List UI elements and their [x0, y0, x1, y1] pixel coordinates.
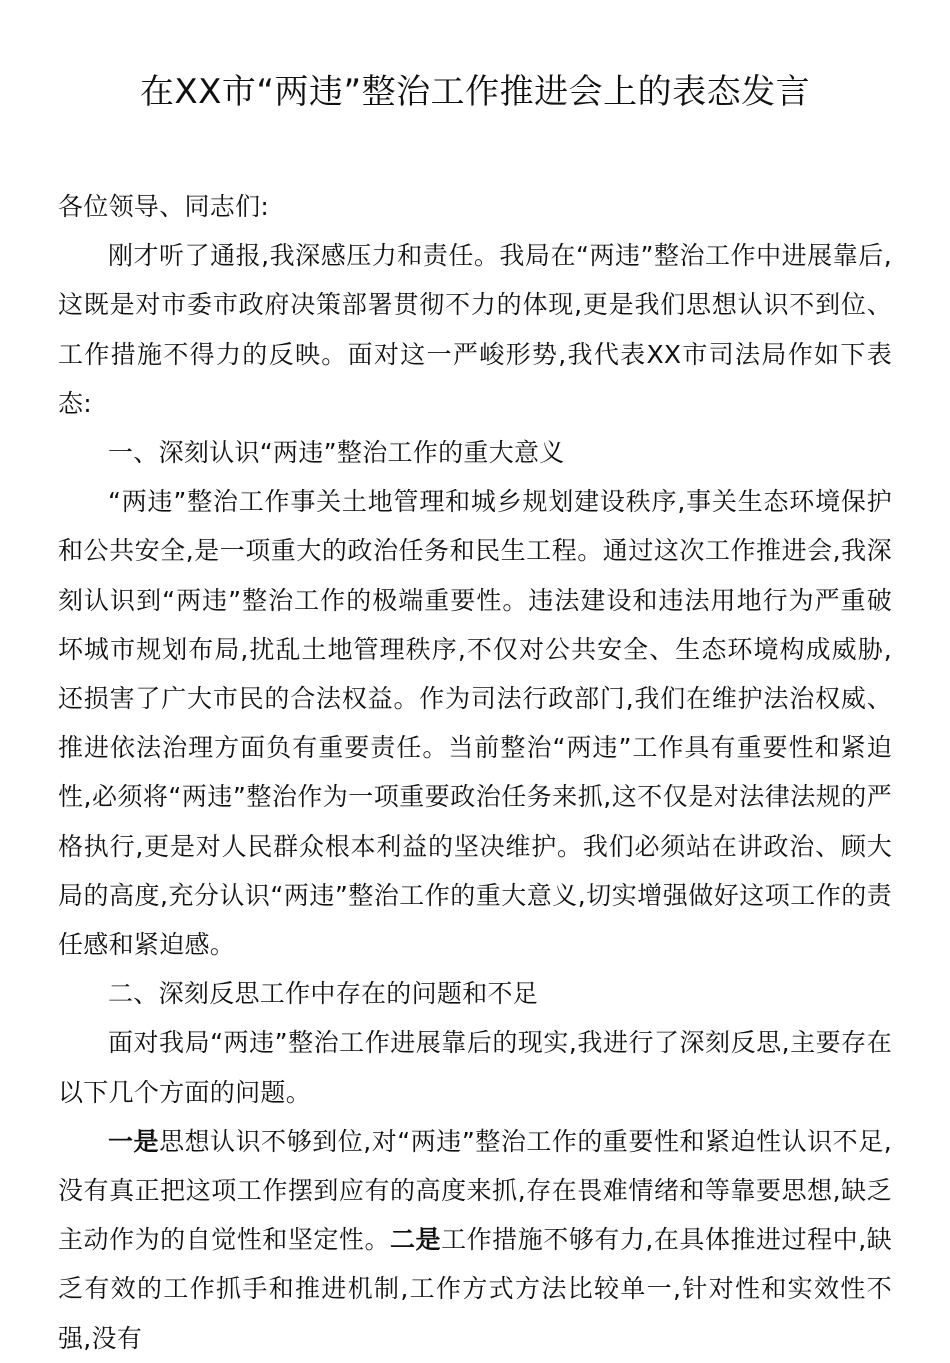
section-2-paragraph: 面对我局“两违”整治工作进展靠后的现实,我进行了深刻反思,主要存在以下几个方面的问题。 [58, 1028, 892, 1107]
point-1-label: 一是 [108, 1126, 160, 1156]
salutation: 各位领导、同志们: [58, 192, 270, 221]
point-1-text: 思想认识不够到位,对“两违”整治工作的重要性和紧迫性认识不足,没有真正把这项工作摆到应有的高度来抓,存在畏难情绪和等靠要思想,缺乏主动作为的自觉性和坚定性。 [58, 1126, 892, 1255]
document-body [58, 182, 892, 1363]
section-1-heading: 一、深刻认识“两违”整治工作的重大意义 [108, 438, 565, 468]
section-1-paragraph: “两违”整治工作事关土地管理和城乡规划建设秩序,事关生态环境保护和公共安全,是一项重大的政治任务和民生工程。通过这次工作推进会,我深刻认识到“两违”整治工作的极端重要性。违法建设和违法用地行为严重破坏城市规划布局,扰乱土地管理秩序,不仅对公共安全、生态环境构成威胁,还损害了广大市民的合法权益。作为司法行政部门,我们在维护法治权威、推进依法治理方面负有重要责任。当前整治“两违”工作具有重要性和紧迫性,必须将“两违”整治作为一项重要政治任务来抓,这不仅是对法律法规的严格执行,更是对人民群众根本利益的坚决维护。我们必须站在讲政治、顾大局的高度,充分认识“两违”整治工作的重大意义,切实增强做好这项工作的责任感和紧迫感。 [58, 487, 892, 960]
point-2-text: 工作措施不够有力,在具体推进过程中,缺乏有效的工作抓手和推进机制,工作方式方法比较单一,针对性和实效性不强,没有 [58, 1225, 892, 1353]
intro-paragraph: 刚才听了通报,我深感压力和责任。我局在“两违”整治工作中进展靠后,这既是对市委市政府决策部署贯彻不力的体现,更是我们思想认识不到位、工作措施不得力的反映。面对这一严峻形势,我代表XX市司法局作如下表态: [58, 241, 892, 418]
document-title: 在XX市“两违”整治工作推进会上的表态发言 [139, 72, 811, 112]
problems-paragraph [58, 1117, 892, 1363]
point-2-label: 二是 [390, 1225, 442, 1255]
section-2-heading: 二、深刻反思工作中存在的问题和不足 [108, 979, 539, 1009]
